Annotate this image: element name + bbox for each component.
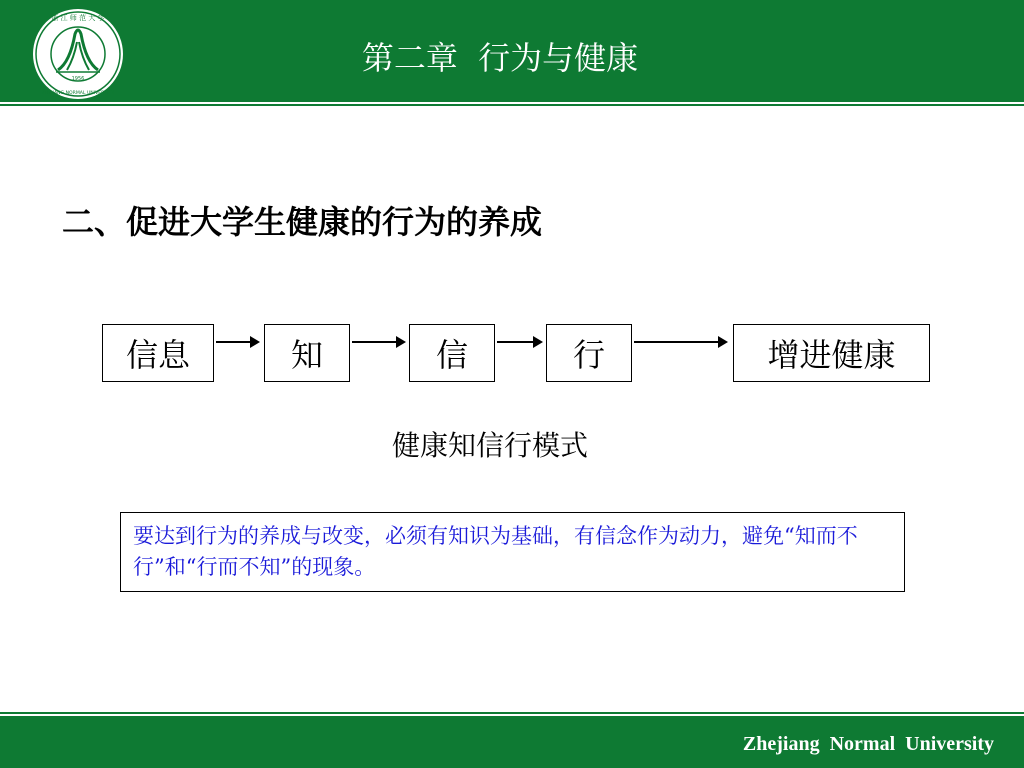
flow-arrow-1 [216, 341, 258, 343]
flow-arrow-3 [497, 341, 541, 343]
note-box: 要达到行为的养成与改变，必须有知识为基础，有信念作为动力，避免“知而不行”和“行而不知”的现象。 [120, 512, 905, 592]
footer-university-name: Zhejiang Normal University [742, 733, 994, 755]
svg-text:1956: 1956 [71, 76, 85, 82]
chapter-title: 第二章 行为与健康 [361, 39, 639, 77]
flow-arrow-2 [352, 341, 404, 343]
svg-text:浙 江 师 范 大 学: 浙 江 师 范 大 学 [51, 14, 105, 22]
flow-step-practice: 行 [546, 324, 632, 382]
flow-arrow-4 [634, 341, 726, 343]
flow-step-knowledge: 知 [264, 324, 350, 382]
section-heading: 二、促进大学生健康的行为的养成 [62, 203, 543, 241]
svg-text:ZHEJIANG NORMAL UNIVERSITY: ZHEJIANG NORMAL UNIVERSITY [41, 91, 115, 96]
flow-step-health: 增进健康 [733, 324, 930, 382]
flow-step-belief: 信 [409, 324, 495, 382]
flow-step-information: 信息 [102, 324, 214, 382]
model-caption: 健康知信行模式 [391, 429, 588, 462]
footer-divider [0, 712, 1024, 714]
